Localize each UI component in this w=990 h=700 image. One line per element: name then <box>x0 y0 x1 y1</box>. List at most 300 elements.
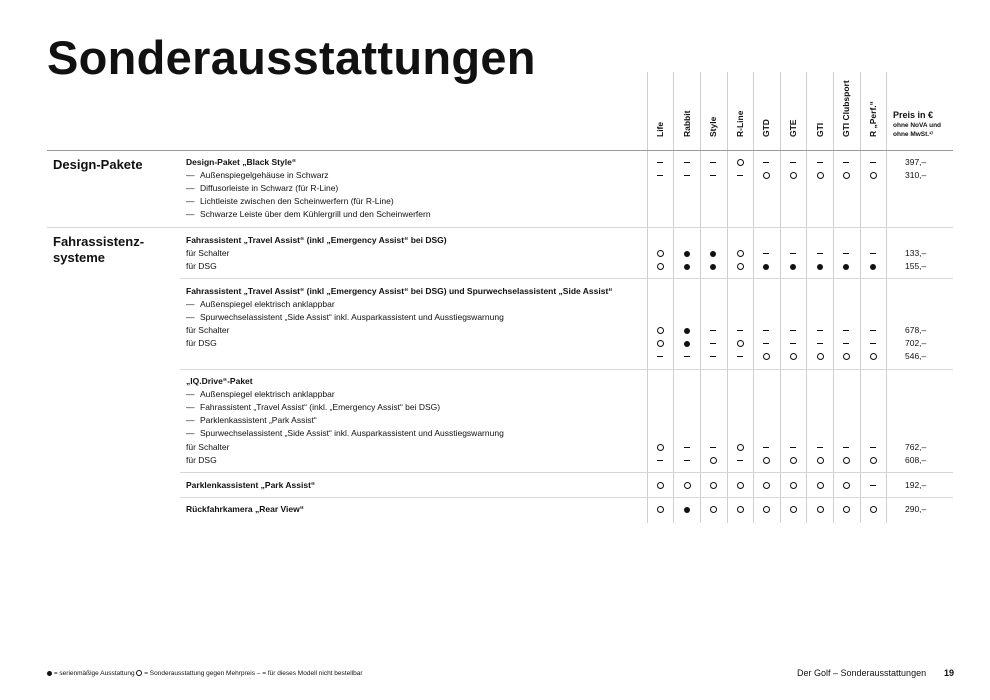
optional-circle-icon <box>810 503 830 516</box>
option-line <box>186 311 504 324</box>
optional-circle-icon <box>650 337 670 350</box>
optional-circle-icon <box>657 444 664 451</box>
not-available-dash <box>684 162 690 163</box>
optional-circle-icon <box>783 454 803 467</box>
not-available-dash <box>870 485 876 486</box>
optional-circle-icon <box>763 457 770 464</box>
optional-circle-icon <box>730 441 750 454</box>
optional-circle-icon <box>684 482 691 489</box>
not-available-dash <box>817 447 823 448</box>
option-text: Lichtleiste zwischen den Scheinwerfern (für R-Line) <box>200 196 394 206</box>
not-available-dash <box>730 454 750 467</box>
option-text: Fahrassistent „Travel Assist“ (inkl „Emergency Assist“ bei DSG) und Spurwechselassistent „Side Assist“ <box>186 286 613 296</box>
legend-not-available: = für dieses Modell nicht bestellbar <box>262 670 363 677</box>
footer-text: Der Golf – Sonderausstattungen <box>797 668 927 678</box>
optional-circle-icon <box>817 353 824 360</box>
row-divider <box>47 227 953 228</box>
optional-circle-icon <box>730 337 750 350</box>
option-price: 155,– <box>905 261 927 271</box>
optional-circle-icon <box>710 482 717 489</box>
optional-circle-icon <box>863 350 883 363</box>
option-text: Außenspiegelgehäuse in Schwarz <box>200 170 329 180</box>
not-available-dash <box>710 162 716 163</box>
not-available-dash <box>650 454 670 467</box>
optional-circle-icon <box>650 247 670 260</box>
not-available-dash <box>657 356 663 357</box>
optional-circle-icon <box>790 172 797 179</box>
not-available-dash <box>790 343 796 344</box>
optional-circle-icon <box>843 482 850 489</box>
not-available-dash <box>863 441 883 454</box>
not-available-dash <box>870 343 876 344</box>
option-text: Außenspiegel elektrisch anklappbar <box>200 389 335 399</box>
not-available-dash <box>863 479 883 492</box>
not-available-dash <box>756 441 776 454</box>
not-available-dash <box>737 330 743 331</box>
legend <box>47 668 362 680</box>
column-divider <box>833 72 834 523</box>
optional-circle-icon <box>863 503 883 516</box>
optional-circle-icon <box>737 159 744 166</box>
not-available-dash <box>677 350 697 363</box>
not-available-dash <box>783 247 803 260</box>
bullet-dash: — <box>186 415 195 425</box>
option-line <box>186 427 504 440</box>
not-available-dash <box>810 324 830 337</box>
bullet-dash: — <box>186 209 195 219</box>
option-price: 762,– <box>905 442 927 452</box>
column-header: GTD <box>761 119 771 137</box>
optional-circle-icon <box>843 353 850 360</box>
option-price: 678,– <box>905 325 927 335</box>
not-available-dash <box>863 337 883 350</box>
row-divider <box>180 472 953 473</box>
not-available-dash <box>870 253 876 254</box>
optional-circle-icon <box>870 172 877 179</box>
optional-circle-icon <box>737 263 744 270</box>
not-available-dash <box>650 169 670 182</box>
not-available-dash <box>870 447 876 448</box>
not-available-dash <box>737 460 743 461</box>
column-header: Style <box>708 116 718 137</box>
standard-dot-icon <box>677 503 697 516</box>
option-line <box>186 337 217 350</box>
not-available-dash <box>763 253 769 254</box>
not-available-dash <box>657 175 663 176</box>
optional-circle-icon <box>730 260 750 273</box>
optional-circle-icon <box>863 454 883 467</box>
not-available-dash <box>710 343 716 344</box>
standard-dot-icon <box>677 247 697 260</box>
not-available-dash <box>703 169 723 182</box>
category-design-pakete <box>53 157 143 173</box>
optional-circle-icon <box>870 353 877 360</box>
not-available-dash <box>677 156 697 169</box>
not-available-dash <box>790 447 796 448</box>
option-text: für Schalter <box>186 248 230 258</box>
not-available-dash <box>790 162 796 163</box>
price-header-note-2: ohne MwSt.¹⁾ <box>893 131 933 138</box>
not-available-dash <box>657 460 663 461</box>
optional-circle-icon <box>836 350 856 363</box>
optional-circle-icon <box>870 457 877 464</box>
standard-dot-icon <box>863 260 883 273</box>
not-available-dash <box>710 447 716 448</box>
option-title <box>186 375 253 388</box>
optional-circle-icon <box>763 172 770 179</box>
not-available-dash <box>843 253 849 254</box>
option-price: 192,– <box>905 480 927 490</box>
standard-dot-icon <box>47 671 52 676</box>
optional-circle-icon <box>136 670 142 676</box>
optional-circle-icon <box>836 479 856 492</box>
not-available-dash <box>737 356 743 357</box>
optional-circle-icon <box>810 479 830 492</box>
standard-dot-icon <box>677 337 697 350</box>
optional-circle-icon <box>756 479 776 492</box>
optional-circle-icon <box>657 327 664 334</box>
standard-dot-icon <box>684 507 690 513</box>
optional-circle-icon <box>737 444 744 451</box>
option-title <box>186 156 296 169</box>
optional-circle-icon <box>756 454 776 467</box>
not-available-dash <box>657 162 663 163</box>
not-available-dash <box>783 156 803 169</box>
option-line <box>186 298 335 311</box>
not-available-dash <box>836 324 856 337</box>
optional-circle-icon <box>810 350 830 363</box>
not-available-dash <box>737 175 743 176</box>
optional-circle-icon <box>737 250 744 257</box>
not-available-symbol: – <box>256 670 261 677</box>
optional-circle-icon <box>703 479 723 492</box>
option-text: für DSG <box>186 455 217 465</box>
not-available-dash <box>783 441 803 454</box>
not-available-dash <box>836 247 856 260</box>
option-text: für DSG <box>186 338 217 348</box>
bullet-dash: — <box>186 312 195 322</box>
not-available-dash <box>650 350 670 363</box>
optional-circle-icon <box>756 350 776 363</box>
option-line <box>186 208 431 221</box>
standard-dot-icon <box>684 341 690 347</box>
optional-circle-icon <box>710 506 717 513</box>
option-price: 290,– <box>905 504 927 514</box>
standard-dot-icon <box>684 251 690 257</box>
not-available-dash <box>763 330 769 331</box>
not-available-dash <box>756 324 776 337</box>
optional-circle-icon <box>843 506 850 513</box>
not-available-dash <box>730 169 750 182</box>
option-text: Spurwechselassistent „Side Assist“ inkl. Ausparkassistent und Ausstiegswarnung <box>200 312 504 322</box>
bullet-dash: — <box>186 170 195 180</box>
option-price: 702,– <box>905 338 927 348</box>
option-price: 608,– <box>905 455 927 465</box>
not-available-dash <box>703 350 723 363</box>
optional-circle-icon <box>783 169 803 182</box>
option-line <box>186 169 329 182</box>
column-divider <box>806 72 807 523</box>
not-available-dash <box>756 156 776 169</box>
bullet-dash: — <box>186 389 195 399</box>
price-header-note-1: ohne NoVA und <box>893 122 942 129</box>
optional-circle-icon <box>657 340 664 347</box>
optional-circle-icon <box>790 353 797 360</box>
not-available-dash <box>684 447 690 448</box>
column-divider <box>780 72 781 523</box>
not-available-dash <box>763 162 769 163</box>
price-header-title: Preis in € <box>893 110 934 120</box>
not-available-dash <box>843 162 849 163</box>
not-available-dash <box>710 175 716 176</box>
not-available-dash <box>710 356 716 357</box>
standard-dot-icon <box>763 264 769 270</box>
page-number: 19 <box>944 668 955 678</box>
not-available-dash <box>756 247 776 260</box>
optional-circle-icon <box>783 479 803 492</box>
optional-circle-icon <box>783 503 803 516</box>
standard-dot-icon <box>684 264 690 270</box>
row-divider <box>180 497 953 498</box>
optional-circle-icon <box>730 156 750 169</box>
option-text: Parklenkassistent „Park Assist“ <box>200 415 317 425</box>
not-available-dash <box>710 330 716 331</box>
standard-dot-icon <box>756 260 776 273</box>
option-text: Außenspiegel elektrisch anklappbar <box>200 299 335 309</box>
not-available-dash <box>810 337 830 350</box>
optional-circle-icon <box>817 172 824 179</box>
optional-circle-icon <box>737 340 744 347</box>
column-divider <box>753 72 754 523</box>
option-line <box>186 414 317 427</box>
column-divider <box>647 72 648 523</box>
optional-circle-icon <box>657 263 664 270</box>
option-text: für Schalter <box>186 442 230 452</box>
option-line <box>186 182 338 195</box>
optional-circle-icon <box>863 169 883 182</box>
option-text: Rückfahrkamera „Rear View“ <box>186 504 304 514</box>
not-available-dash <box>863 324 883 337</box>
not-available-dash <box>756 337 776 350</box>
row-divider <box>180 278 953 279</box>
not-available-dash <box>863 247 883 260</box>
column-divider <box>727 72 728 523</box>
not-available-dash <box>684 175 690 176</box>
column-header: R „Perf.“ <box>868 101 878 137</box>
option-line <box>186 247 229 260</box>
option-price: 546,– <box>905 351 927 361</box>
not-available-dash <box>836 441 856 454</box>
not-available-dash <box>703 337 723 350</box>
optional-circle-icon <box>790 457 797 464</box>
not-available-dash <box>870 330 876 331</box>
option-title <box>186 503 304 516</box>
option-text: „IQ.Drive“-Paket <box>186 376 253 386</box>
option-text: für Schalter <box>186 325 230 335</box>
optional-circle-icon <box>650 324 670 337</box>
option-price: 310,– <box>905 170 927 180</box>
standard-dot-icon <box>790 264 796 270</box>
standard-dot-icon <box>843 264 849 270</box>
option-text: Parklenkassistent „Park Assist“ <box>186 480 316 490</box>
option-line <box>186 260 217 273</box>
option-text: Schwarze Leiste über dem Kühlergrill und den Scheinwerfern <box>200 209 431 219</box>
category-label: Fahrassistenz- <box>53 234 145 249</box>
standard-dot-icon <box>703 260 723 273</box>
optional-circle-icon <box>650 260 670 273</box>
not-available-dash <box>810 441 830 454</box>
standard-dot-icon <box>783 260 803 273</box>
optional-circle-icon <box>730 503 750 516</box>
row-divider <box>180 369 953 370</box>
optional-circle-icon <box>763 353 770 360</box>
optional-circle-icon <box>756 503 776 516</box>
optional-circle-icon <box>836 454 856 467</box>
standard-dot-icon <box>684 328 690 334</box>
not-available-dash <box>763 343 769 344</box>
optional-circle-icon <box>703 454 723 467</box>
not-available-dash <box>730 350 750 363</box>
bullet-dash: — <box>186 428 195 438</box>
column-header: R-Line <box>735 110 745 137</box>
not-available-dash <box>817 343 823 344</box>
optional-circle-icon <box>657 506 664 513</box>
category-label: Design-Pakete <box>53 157 143 172</box>
standard-dot-icon <box>710 251 716 257</box>
optional-circle-icon <box>817 482 824 489</box>
optional-circle-icon <box>870 506 877 513</box>
bullet-dash: — <box>186 183 195 193</box>
not-available-dash <box>790 330 796 331</box>
option-line <box>186 388 335 401</box>
option-text: Spurwechselassistent „Side Assist“ inkl. Ausparkassistent und Ausstiegswarnung <box>200 428 504 438</box>
column-header: Rabbit <box>682 110 692 137</box>
not-available-dash <box>810 247 830 260</box>
column-header: GTI <box>815 122 825 137</box>
option-line <box>186 401 440 414</box>
not-available-dash <box>790 253 796 254</box>
optional-circle-icon <box>810 169 830 182</box>
column-divider <box>886 72 887 523</box>
not-available-dash <box>783 337 803 350</box>
option-text: Fahrassistent „Travel Assist“ (inkl „Emergency Assist“ bei DSG) <box>186 235 447 245</box>
not-available-dash <box>810 156 830 169</box>
optional-circle-icon <box>763 506 770 513</box>
not-available-dash <box>684 460 690 461</box>
optional-circle-icon <box>843 172 850 179</box>
not-available-dash <box>843 343 849 344</box>
optional-circle-icon <box>737 482 744 489</box>
option-title <box>186 479 315 492</box>
optional-circle-icon <box>650 441 670 454</box>
option-line <box>186 195 394 208</box>
column-divider <box>673 72 674 523</box>
optional-circle-icon <box>817 457 824 464</box>
option-price: 397,– <box>905 157 927 167</box>
optional-circle-icon <box>657 482 664 489</box>
optional-circle-icon <box>677 479 697 492</box>
legend-optional: = Sonderausstattung gegen Mehrpreis <box>144 670 255 677</box>
optional-circle-icon <box>650 479 670 492</box>
category-fahrassistenzsysteme <box>53 234 144 266</box>
not-available-dash <box>783 324 803 337</box>
optional-circle-icon <box>730 479 750 492</box>
not-available-dash <box>650 156 670 169</box>
standard-dot-icon <box>677 260 697 273</box>
optional-circle-icon <box>737 506 744 513</box>
not-available-dash <box>817 253 823 254</box>
legend-standard: = serienmäßige Ausstattung <box>53 670 135 677</box>
not-available-dash <box>843 447 849 448</box>
not-available-dash <box>843 330 849 331</box>
not-available-dash <box>836 156 856 169</box>
standard-dot-icon <box>810 260 830 273</box>
optional-circle-icon <box>790 506 797 513</box>
column-header: GTE <box>788 119 798 137</box>
option-text: Fahrassistent „Travel Assist“ (inkl. „Emergency Assist“ bei DSG) <box>200 402 441 412</box>
optional-circle-icon <box>836 169 856 182</box>
not-available-dash <box>817 162 823 163</box>
category-label: systeme <box>53 250 106 265</box>
not-available-dash <box>677 441 697 454</box>
optional-circle-icon <box>703 503 723 516</box>
optional-circle-icon <box>843 457 850 464</box>
not-available-dash <box>863 156 883 169</box>
optional-circle-icon <box>756 169 776 182</box>
standard-dot-icon <box>870 264 876 270</box>
not-available-dash <box>870 162 876 163</box>
bullet-dash: — <box>186 299 195 309</box>
option-text: Design-Paket „Black Style“ <box>186 157 297 167</box>
standard-dot-icon <box>710 264 716 270</box>
not-available-dash <box>730 324 750 337</box>
standard-dot-icon <box>703 247 723 260</box>
not-available-dash <box>677 454 697 467</box>
bullet-dash: — <box>186 196 195 206</box>
page-title: Sonderausstattungen <box>47 31 536 84</box>
not-available-dash <box>703 441 723 454</box>
standard-dot-icon <box>677 324 697 337</box>
optional-circle-icon <box>710 457 717 464</box>
not-available-dash <box>684 356 690 357</box>
not-available-dash <box>763 447 769 448</box>
optional-circle-icon <box>817 506 824 513</box>
not-available-dash <box>703 156 723 169</box>
option-title <box>186 234 447 247</box>
optional-circle-icon <box>790 482 797 489</box>
column-divider <box>860 72 861 523</box>
option-line <box>186 441 229 454</box>
option-text: für DSG <box>186 261 217 271</box>
option-price: 133,– <box>905 248 927 258</box>
optional-circle-icon <box>730 247 750 260</box>
price-header <box>893 110 955 139</box>
standard-dot-icon <box>817 264 823 270</box>
column-header: Life <box>655 121 665 137</box>
column-divider <box>700 72 701 523</box>
standard-dot-icon <box>836 260 856 273</box>
option-title <box>186 285 613 298</box>
optional-circle-icon <box>650 503 670 516</box>
column-header: GTI Clubsport <box>841 80 851 137</box>
optional-circle-icon <box>763 482 770 489</box>
optional-circle-icon <box>783 350 803 363</box>
optional-circle-icon <box>657 250 664 257</box>
optional-circle-icon <box>836 503 856 516</box>
option-line <box>186 324 229 337</box>
optional-circle-icon <box>810 454 830 467</box>
not-available-dash <box>836 337 856 350</box>
